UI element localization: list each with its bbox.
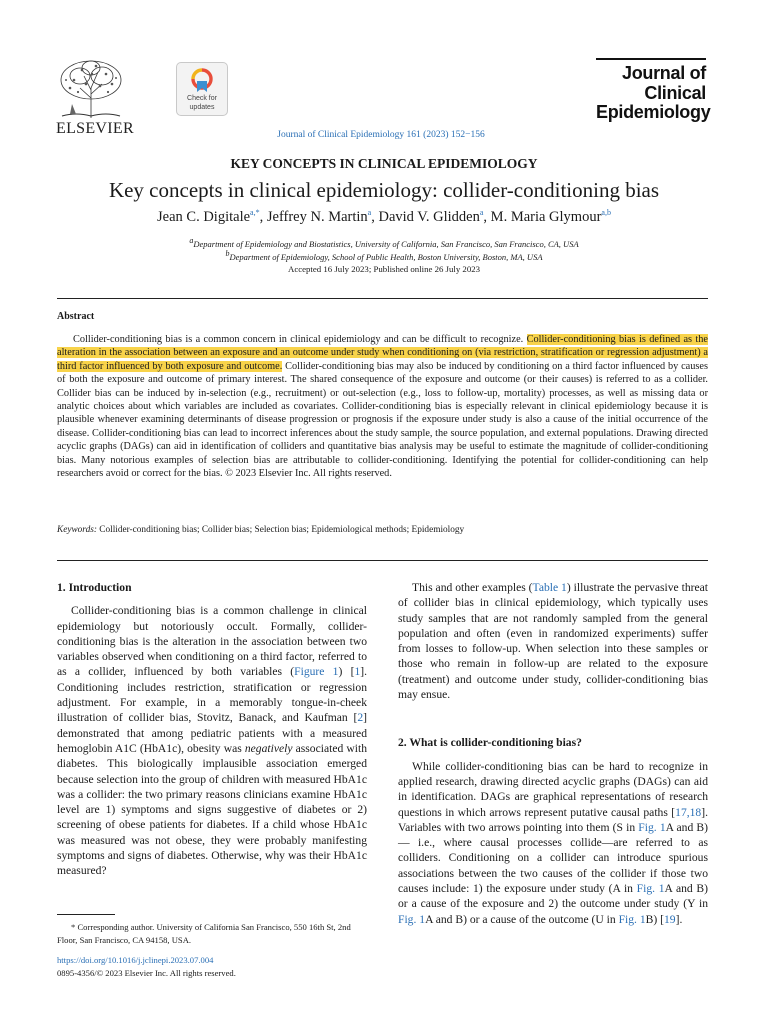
figure-reference-link[interactable]: Figure 1 bbox=[294, 665, 339, 679]
footnote-divider bbox=[57, 914, 115, 915]
publisher-name: ELSEVIER bbox=[56, 120, 134, 137]
abstract-heading: Abstract bbox=[57, 311, 95, 322]
journal-title-line: Journal of bbox=[621, 63, 706, 83]
paragraph-text: While collider-conditioning bias can be hard to recognize in applied research, drawing directed acyclic graphs (DAGs) can aid in identification. DAGs are graphical representations of research questions in which arrows represent putative causal paths [ bbox=[398, 759, 708, 819]
citation-link[interactable]: 19 bbox=[663, 912, 676, 926]
body-paragraph bbox=[398, 580, 708, 702]
paragraph-text: ) [ bbox=[338, 665, 355, 679]
abstract-text: Collider-conditioning bias is a common concern in clinical epidemiology and can be difficult to recognize. bbox=[73, 334, 527, 345]
affiliation-label: b bbox=[225, 249, 230, 258]
affiliation-b bbox=[0, 249, 768, 262]
right-column bbox=[398, 580, 708, 927]
paragraph-text: ]. bbox=[675, 912, 683, 926]
author-name: Jean C. Digitale bbox=[157, 208, 251, 225]
author-name: Jeffrey N. Martin bbox=[266, 208, 368, 225]
elsevier-logo bbox=[56, 58, 134, 138]
divider bbox=[57, 298, 708, 299]
paragraph-text: associated with diabetes. This biologically implausible association emerged because selection into the group of children with measured HbA1c was a collider: the two primary reasons clinicians examine HbA1c level are 1) symptoms and signs suggestive of diabetes or 2) screening of obese patients for diabetes. If a child whose HbA1c was measured was not obese, they were probably manifesting symptoms and signs of diabetes. Otherwise, why was their HbA1c measured? bbox=[57, 741, 367, 878]
paragraph-text: A and B) or a cause of the outcome (U in bbox=[425, 912, 619, 926]
author-list: Jean C. Digitale$^{a,*}$, Jeffrey N. Martin$^a$, David V. Glidden$^a$, M. Maria Glymour$^{a,b}$ bbox=[157, 208, 611, 225]
publication-dates: Accepted 16 July 2023; Published online 26 July 2023 bbox=[287, 264, 481, 274]
keywords-list: Collider-conditioning bias; Collider bias; Selection bias; Epidemiological methods; Epidemiology bbox=[96, 525, 465, 535]
author-affiliation-marker[interactable]: a,* bbox=[250, 208, 260, 217]
check-for-updates-badge[interactable] bbox=[176, 62, 228, 116]
section-heading-introduction: 1. Introduction bbox=[57, 581, 132, 594]
citation-link[interactable]: 2 bbox=[357, 711, 364, 725]
citation-link[interactable]: 1 bbox=[354, 665, 361, 679]
check-updates-icon bbox=[190, 68, 214, 94]
left-column bbox=[57, 580, 367, 879]
figure-reference-link[interactable]: Fig. 1 bbox=[638, 820, 666, 834]
body-paragraph bbox=[57, 603, 367, 878]
figure-reference-link[interactable]: Fig. 1 bbox=[398, 912, 426, 926]
section-heading-what-is-bias: 2. What is collider-conditioning bias? bbox=[398, 736, 582, 750]
divider bbox=[57, 560, 708, 561]
affiliation-label: a bbox=[189, 236, 194, 245]
paragraph-text: ]. Conditioning includes restriction, stratification or regression adjustment. For example, in a memorably tongue-in-cheek illustration of collider bias, Stovitz, Banack, and Kaufman [ bbox=[57, 665, 368, 725]
paragraph-text: B) [ bbox=[645, 912, 664, 926]
author-name: David V. Glidden bbox=[378, 208, 480, 225]
journal-citation[interactable]: Journal of Clinical Epidemiology 161 (2023) 152−156 bbox=[277, 130, 485, 140]
abstract-body bbox=[57, 333, 708, 480]
highlighted-definition[interactable]: Collider-conditioning bias is defined as the alteration in the association between an exposure and an outcome under study when conditioning on (via restriction, stratification or regression adjustment) a third factor influenced by both exposure and outcome. bbox=[57, 334, 708, 372]
citation-link[interactable]: 17,18 bbox=[675, 805, 702, 819]
corresponding-author-footnote: * Corresponding author. University of California San Francisco, 550 16th St, 2nd Floor, San Francisco, CA 94158, USA. bbox=[57, 922, 351, 945]
journal-header bbox=[56, 58, 711, 148]
paragraph-text: ) illustrate the pervasive threat of collider bias in clinical epidemiology, which typically uses study samples that are not randomly sampled from the general population and often (even in randomized experiments) suffer from losses to follow-up. When selection into these samples or those who remain in follow-up are related to the exposure (treatment) and outcome under study, collider-conditioning bias may ensue. bbox=[398, 581, 708, 702]
paragraph-text: ]. Variables with two arrows pointing into them (S in bbox=[398, 805, 708, 834]
paragraph-text: ] demonstrated that among pediatric patients with a measured hemoglobin A1C (HbA1c), obesity was bbox=[57, 711, 367, 755]
emphasis-text: negatively bbox=[244, 741, 293, 755]
keywords bbox=[57, 525, 708, 535]
keywords-label: Keywords: bbox=[57, 525, 97, 535]
table-reference-link[interactable]: Table 1 bbox=[532, 581, 567, 594]
journal-title-line: Epidemiology bbox=[596, 102, 711, 122]
affiliation-text: Department of Epidemiology, School of Public Health, Boston University, Boston, MA, USA bbox=[229, 251, 543, 262]
section-header: KEY CONCEPTS IN CLINICAL EPIDEMIOLOGY bbox=[230, 156, 538, 171]
journal-title-block bbox=[596, 58, 711, 123]
author-affiliation-marker[interactable]: a bbox=[367, 208, 372, 217]
abstract-text: Collider-conditioning bias may also be induced by conditioning on a third factor influenced by causes of both the exposure and outcome of primary interest. The shared consequence of the exposure and outcome (or their causes) is referred to as a collider. Collider bias can be induced by in-selection (e.g., recruitment) or out-selection (e.g., loss to follow-up, mortality) processes, as well as missing data or analytic choices about which variables are included as covariates. Collider-conditioning bias is especially relevant in clinical epidemiology because it is plausible whenever examining determinants of disease progression or prognosis if the exposure under study is also a cause of the initial occurrence of the disease. Collider-conditioning bias can lead to incorrect inferences about the study sample, the source population, and external populations. Drawing directed acyclic graphs (DAGs) can aid in identification of colliders and quantitative bias analysis may be useful to estimate the magnitude of collider-conditioning bias. Many notorious examples of selection bias are attributable to collider-conditioning. Identifying the potential for collider-conditioning can help researchers avoid or correct for the bias. © 2023 Elsevier Inc. All rights reserved. bbox=[57, 360, 708, 480]
paragraph-text: This and other examples ( bbox=[412, 581, 533, 594]
affiliation-text: Department of Epidemiology and Biostatistics, University of California, San Francisco, San Francisco, CA, USA bbox=[193, 238, 579, 249]
affiliation-a bbox=[0, 236, 768, 249]
figure-reference-link[interactable]: Fig. 1 bbox=[618, 912, 646, 926]
author-affiliation-marker[interactable]: a bbox=[479, 208, 484, 217]
figure-reference-link[interactable]: Fig. 1 bbox=[636, 882, 665, 896]
author-affiliation-marker[interactable]: a,b bbox=[601, 208, 611, 217]
check-updates-label-1: Check for bbox=[187, 95, 217, 102]
check-updates-label-2: updates bbox=[189, 104, 215, 111]
paragraph-text: A and B) — i.e., where causal processes collide—are referred to as colliders. Conditioning on a collider can introduce spurious associations between the two causes of the collider if those two causes include: 1) the exposure under study (A in bbox=[398, 820, 709, 896]
issn-copyright: 0895-4356/© 2023 Elsevier Inc. All rights reserved. bbox=[57, 968, 236, 978]
paragraph-text: Collider-conditioning bias is a common challenge in clinical epidemiology but notoriously occult. Formally, collider-conditioning bias is the alteration in the association between two variables observed when conditioning on a third factor, referred to as a collider, influenced by both variables ( bbox=[57, 604, 367, 679]
elsevier-tree-icon bbox=[56, 58, 126, 120]
journal-title-line: Clinical bbox=[644, 82, 706, 103]
author-name: M. Maria Glymour bbox=[490, 208, 602, 225]
body-paragraph bbox=[398, 759, 708, 927]
doi-link[interactable]: https://doi.org/10.1016/j.jclinepi.2023.07.004 bbox=[57, 955, 214, 965]
article-title: Key concepts in clinical epidemiology: collider-conditioning bias bbox=[108, 178, 660, 202]
paragraph-text: A and B) or a cause of the exposure and 2) the outcome under study (Y in bbox=[398, 882, 708, 911]
